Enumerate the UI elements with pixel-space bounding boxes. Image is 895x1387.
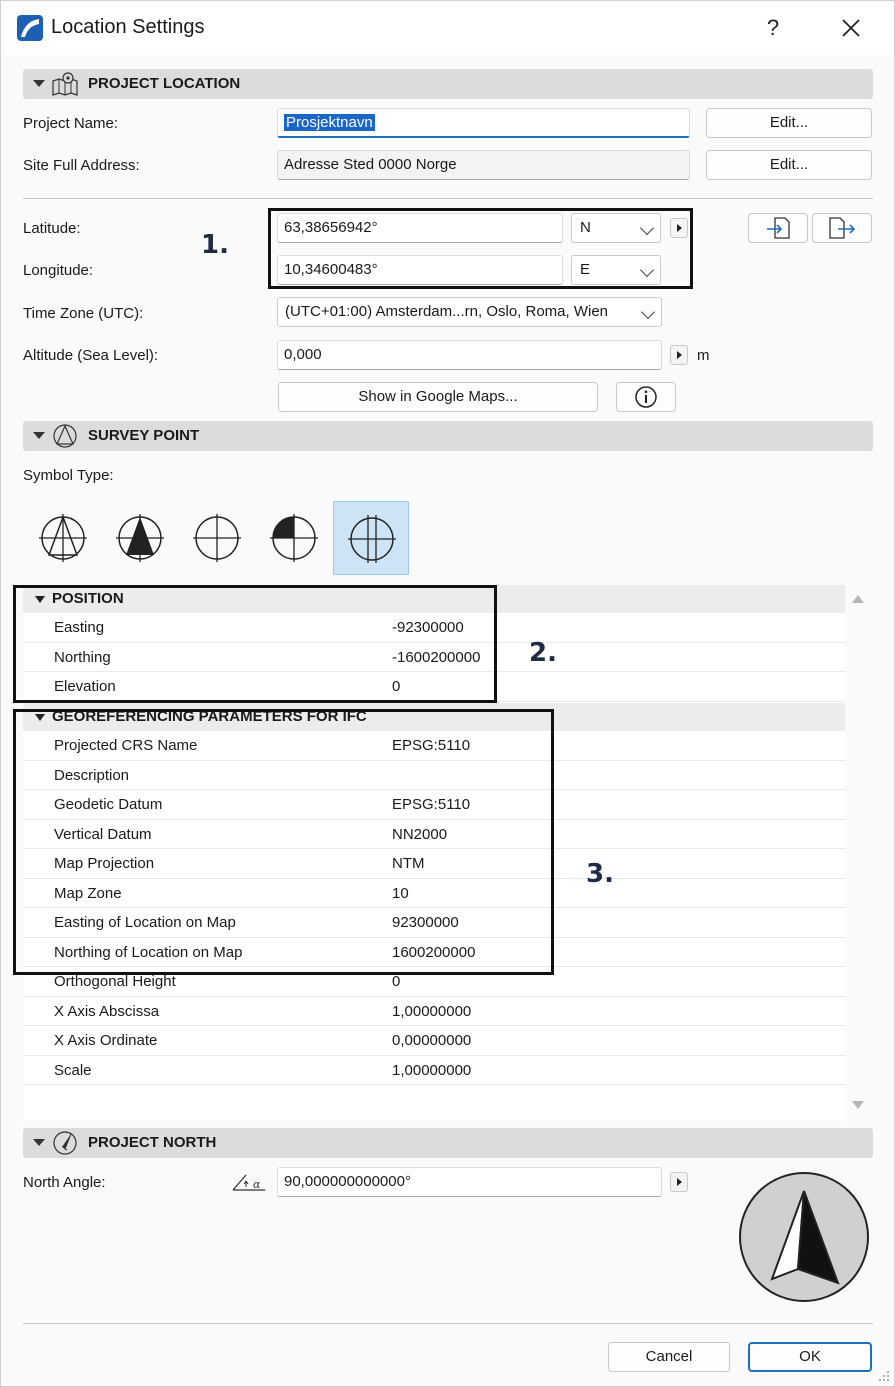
row-value[interactable]: 92300000 [392, 914, 459, 931]
row-value[interactable]: NTM [392, 855, 425, 872]
site-address-field[interactable]: Adresse Sted 0000 Norge [277, 150, 690, 180]
row-value[interactable]: EPSG:5110 [392, 796, 471, 813]
north-angle-expand-arrow[interactable] [670, 1172, 688, 1192]
export-location-button[interactable] [812, 213, 872, 243]
row-value[interactable]: 0,00000000 [392, 1032, 472, 1049]
window-title: Location Settings [51, 16, 205, 38]
table-row[interactable] [23, 1026, 845, 1056]
timezone-select[interactable] [277, 297, 662, 327]
info-button[interactable] [616, 382, 676, 412]
row-value[interactable]: EPSG:5110 [392, 737, 471, 754]
north-angle-label: North Angle: [23, 1174, 106, 1191]
longitude-label: Longitude: [23, 262, 94, 279]
latitude-label: Latitude: [23, 220, 81, 237]
collapse-arrow-icon [33, 80, 45, 87]
survey-symbol-double-cross-icon [346, 513, 398, 565]
longitude-direction-value: E [580, 261, 591, 278]
section-header-survey-point[interactable] [23, 421, 873, 451]
annotation-box-1 [268, 208, 693, 289]
survey-symbol-4[interactable] [256, 501, 332, 575]
map-pin-icon [51, 71, 79, 97]
row-key: X Axis Abscissa [54, 1002, 160, 1020]
row-value[interactable]: 1600200000 [392, 943, 476, 961]
row-value[interactable]: 0 [392, 678, 401, 695]
altitude-label: Altitude (Sea Level): [23, 347, 159, 364]
archicad-app-icon [17, 15, 43, 41]
import-file-icon [765, 216, 791, 240]
row-key: Northing [54, 648, 111, 666]
group-title: POSITION [52, 590, 124, 607]
north-angle-field[interactable]: 90,000000000000° [277, 1167, 662, 1197]
close-button[interactable] [831, 11, 871, 45]
scroll-up-arrow-icon[interactable] [852, 595, 864, 603]
row-value[interactable]: -1600200000 [392, 648, 481, 666]
scroll-down-arrow-icon[interactable] [852, 1101, 864, 1109]
latitude-direction-value: N [580, 219, 591, 236]
symbol-type-label: Symbol Type: [23, 467, 114, 484]
section-title: PROJECT NORTH [88, 1134, 217, 1151]
edit-site-address-button[interactable]: Edit... [706, 150, 872, 180]
project-name-field[interactable] [277, 108, 690, 138]
annotation-number-2: 2. [529, 638, 557, 668]
cancel-button[interactable]: Cancel [608, 1342, 730, 1372]
section-header-project-north[interactable] [23, 1128, 873, 1158]
info-icon [634, 385, 658, 409]
divider [23, 198, 873, 199]
project-name-value: Prosjektnavn [286, 114, 373, 131]
row-value[interactable]: 0 [392, 973, 401, 990]
row-key: Map Zone [54, 884, 122, 902]
collapse-arrow-icon [33, 432, 45, 439]
chevron-down-icon [641, 305, 655, 319]
group-title: GEOREFERENCING PARAMETERS FOR IFC [52, 708, 367, 725]
table-row[interactable] [23, 1056, 845, 1086]
row-key: Northing of Location on Map [54, 943, 243, 961]
row-value[interactable]: 10 [392, 884, 409, 902]
altitude-field[interactable]: 0,000 [277, 340, 662, 370]
survey-symbol-quadrant-icon [268, 512, 320, 564]
survey-symbol-2[interactable] [102, 501, 178, 575]
section-title: PROJECT LOCATION [88, 75, 241, 92]
compass-icon [51, 1130, 79, 1156]
latitude-field[interactable]: 63,38656942° [277, 213, 563, 243]
site-address-label: Site Full Address: [23, 157, 140, 174]
survey-symbol-triangle-outline-icon [37, 512, 89, 564]
divider [23, 1323, 873, 1324]
row-key: Projected CRS Name [54, 737, 198, 754]
altitude-unit: m [697, 347, 710, 364]
timezone-value: (UTC+01:00) Amsterdam...rn, Oslo, Roma, Wien [285, 303, 609, 320]
survey-symbol-crosshair-icon [191, 512, 243, 564]
row-key: Description [54, 766, 130, 784]
help-button[interactable]: ? [766, 15, 780, 40]
longitude-field[interactable]: 10,34600483° [277, 255, 563, 285]
survey-symbol-1[interactable] [25, 501, 101, 575]
row-value[interactable]: -92300000 [392, 619, 464, 636]
survey-symbol-triangle-filled-icon [114, 512, 166, 564]
north-arrow-preview [738, 1171, 870, 1307]
row-value[interactable]: NN2000 [392, 825, 448, 843]
annotation-number-1: 1. [201, 230, 229, 260]
section-header-project-location[interactable] [23, 69, 873, 99]
export-file-icon [828, 216, 856, 240]
svg-text:α: α [253, 1178, 261, 1191]
project-name-label: Project Name: [23, 115, 119, 132]
close-icon [841, 18, 861, 38]
annotation-number-3: 3. [586, 859, 614, 889]
import-location-button[interactable] [748, 213, 808, 243]
survey-point-icon [51, 423, 79, 449]
row-key: Orthogonal Height [54, 973, 176, 990]
row-key: Vertical Datum [54, 825, 152, 843]
timezone-label: Time Zone (UTC): [23, 305, 144, 322]
section-title: SURVEY POINT [88, 427, 200, 444]
ok-button[interactable]: OK [748, 1342, 872, 1372]
collapse-arrow-icon [33, 1139, 45, 1146]
row-key: Elevation [54, 678, 116, 695]
title-bar [1, 1, 894, 55]
angle-icon [231, 1171, 269, 1197]
survey-symbol-5[interactable] [333, 501, 409, 575]
edit-project-name-button[interactable]: Edit... [706, 108, 872, 138]
altitude-expand-arrow[interactable] [670, 345, 688, 365]
survey-symbol-3[interactable] [179, 501, 255, 575]
resize-grip-icon[interactable] [877, 1369, 891, 1387]
annotation-box-3 [13, 709, 554, 975]
row-key: Geodetic Datum [54, 796, 163, 813]
row-key: Easting of Location on Map [54, 914, 236, 931]
annotation-box-2 [13, 585, 497, 703]
row-value[interactable]: 1,00000000 [392, 1002, 472, 1020]
show-in-google-maps-button[interactable]: Show in Google Maps... [278, 382, 598, 412]
row-key: X Axis Ordinate [54, 1032, 158, 1049]
row-value[interactable]: 1,00000000 [392, 1061, 472, 1079]
row-key: Easting [54, 619, 105, 636]
table-row[interactable] [23, 997, 845, 1027]
row-key: Scale [54, 1061, 92, 1079]
row-key: Map Projection [54, 855, 155, 872]
